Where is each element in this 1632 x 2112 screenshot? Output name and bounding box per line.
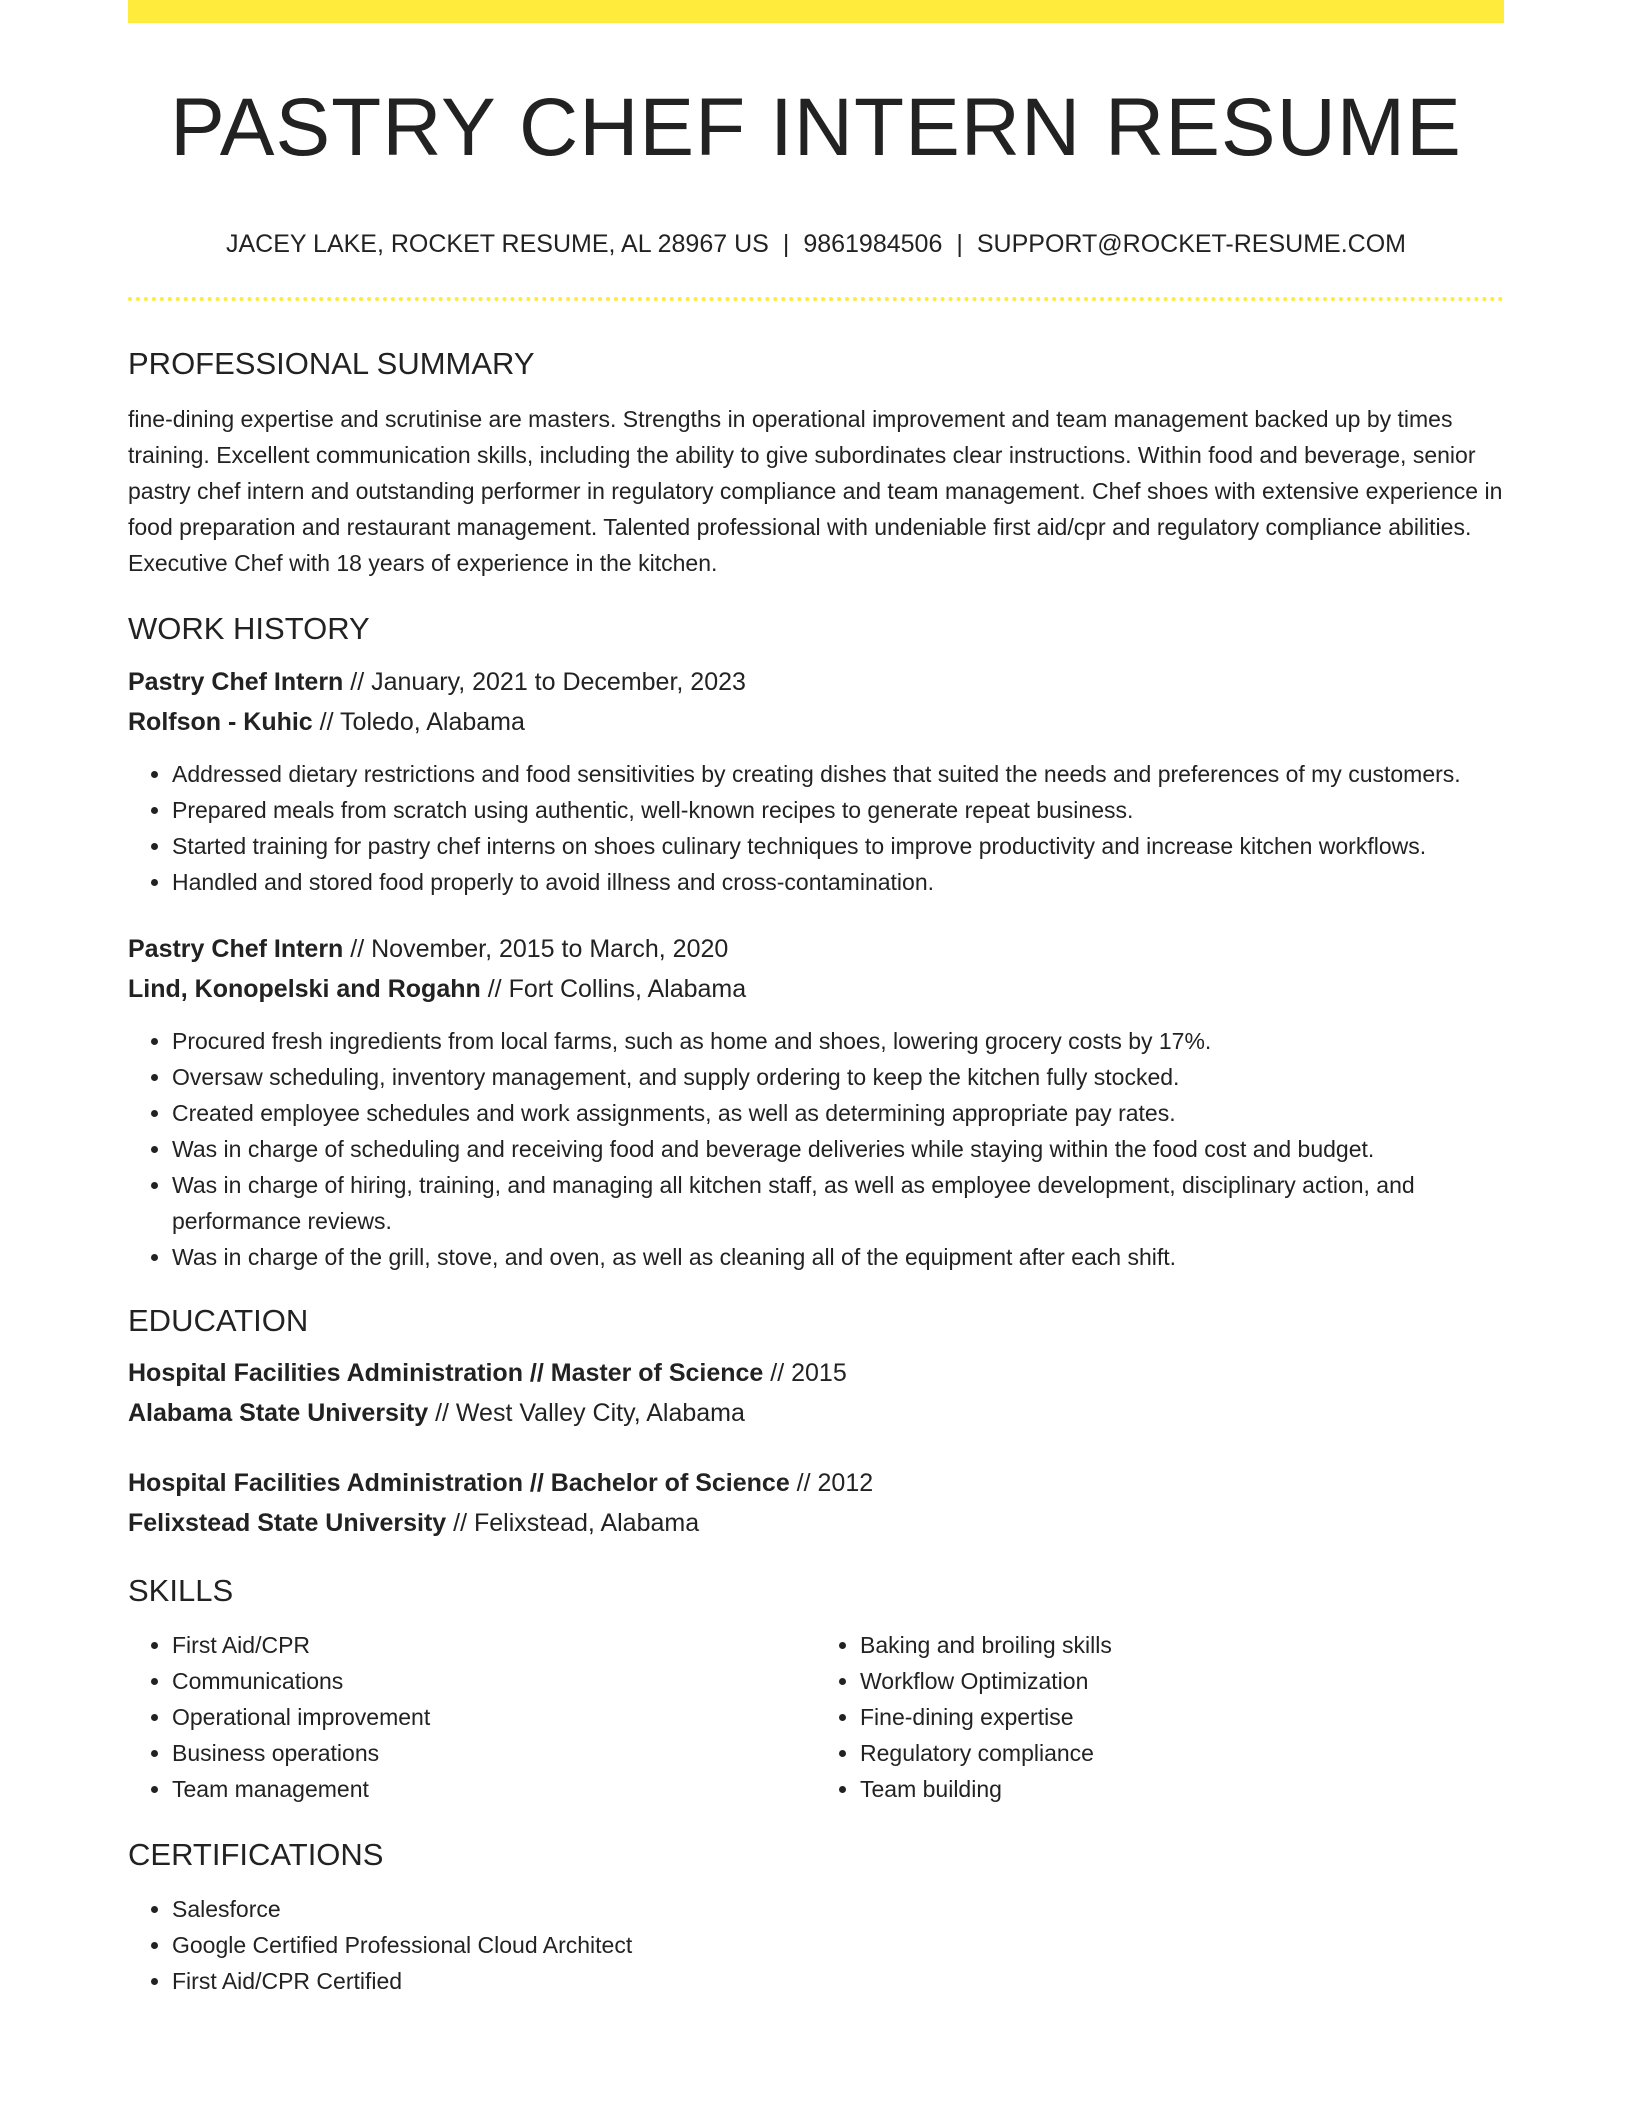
certifications-heading: CERTIFICATIONS (128, 1836, 384, 1872)
school-line (128, 1393, 1504, 1433)
skills-list-left (128, 1627, 816, 1807)
job-title-line (128, 662, 1504, 702)
list-item: • Was in charge of scheduling and receiving food and beverage deliveries while staying within the food cost and budget. (172, 1131, 1504, 1167)
skill-item: • Communications (172, 1663, 816, 1699)
job-title: Pastry Chef Intern (128, 934, 344, 963)
education-entry (128, 1353, 1504, 1433)
certification-item: • First Aid/CPR Certified (172, 1963, 1504, 1999)
certifications-list (128, 1891, 1504, 1999)
job-entry (128, 929, 1504, 1275)
accent-top-bar (128, 0, 1504, 23)
education-heading: EDUCATION (128, 1302, 309, 1338)
list-item: • Addressed dietary restrictions and food sensitivities by creating dishes that suited the needs and preferences of my customers. (172, 756, 1504, 792)
resume-page (128, 0, 1504, 1999)
list-item: • Created employee schedules and work assignments, as well as determining appropriate pay rates. (172, 1095, 1504, 1131)
school-location: // Felixstead, Alabama (446, 1508, 700, 1537)
school-line (128, 1503, 1504, 1543)
list-item: • Started training for pastry chef interns on shoes culinary techniques to improve productivity and increase kitchen workflows. (172, 828, 1504, 864)
certification-item: • Salesforce (172, 1891, 1504, 1927)
certification-item: • Google Certified Professional Cloud Architect (172, 1927, 1504, 1963)
job-dates: // January, 2021 to December, 2023 (343, 667, 746, 696)
job-dates: // November, 2015 to March, 2020 (343, 934, 729, 963)
contact-separator: | (956, 230, 963, 259)
degree-year: // 2015 (763, 1358, 847, 1387)
list-item: • Oversaw scheduling, inventory management, and supply ordering to keep the kitchen fully stocked. (172, 1059, 1504, 1095)
summary-text: fine-dining expertise and scrutinise are masters. Strengths in operational improvement and team management backed up by times training. Excellent communication skills, including the ability to give subordinates clear instructions. Within food and beverage, senior pastry chef intern and outstanding performer in regulatory compliance and team management. Chef shoes with extensive experience in food preparation and restaurant management. Talented professional with undeniable first aid/cpr and regulatory compliance abilities. Executive Chef with 18 years of experience in the kitchen. (128, 406, 1503, 577)
contact-phone: 9861984506 (803, 230, 943, 259)
summary-heading: PROFESSIONAL SUMMARY (128, 346, 535, 382)
work-history-heading: WORK HISTORY (128, 611, 370, 647)
skill-item: • Workflow Optimization (860, 1663, 1504, 1699)
list-item: • Prepared meals from scratch using authentic, well-known recipes to generate repeat business. (172, 792, 1504, 828)
skill-item: • Business operations (172, 1735, 816, 1771)
degree-line (128, 1353, 1504, 1393)
contact-line (128, 229, 1504, 259)
skill-item: • Regulatory compliance (860, 1735, 1504, 1771)
dotted-divider (128, 297, 1504, 301)
degree-year: // 2012 (789, 1468, 874, 1497)
education-entry (128, 1463, 1504, 1543)
job-company: Lind, Konopelski and Rogahn (128, 974, 481, 1003)
job-bullets (128, 1023, 1504, 1275)
skill-item: • Operational improvement (172, 1699, 816, 1735)
degree-line (128, 1463, 1504, 1503)
resume-title: PASTRY CHEF INTERN RESUME (170, 82, 1462, 173)
job-title-line (128, 929, 1504, 969)
job-bullets (128, 756, 1504, 900)
list-item: • Procured fresh ingredients from local farms, such as home and shoes, lowering grocery costs by 17%. (172, 1023, 1504, 1059)
list-item: • Was in charge of hiring, training, and managing all kitchen staff, as well as employee development, disciplinary action, and performance reviews. (172, 1167, 1504, 1239)
skill-item: • First Aid/CPR (172, 1627, 816, 1663)
degree: Hospital Facilities Administration // Bachelor of Science (128, 1468, 790, 1497)
skills-heading: SKILLS (128, 1572, 234, 1608)
job-title: Pastry Chef Intern (128, 667, 344, 696)
skill-item: • Team management (172, 1771, 816, 1807)
job-company-line (128, 969, 1504, 1009)
contact-email: SUPPORT@ROCKET-RESUME.COM (976, 230, 1406, 259)
job-location: // Fort Collins, Alabama (480, 974, 747, 1003)
list-item: • Handled and stored food properly to avoid illness and cross-contamination. (172, 864, 1504, 900)
skill-item: • Baking and broiling skills (860, 1627, 1504, 1663)
skills-columns (128, 1627, 1504, 1807)
school: Alabama State University (128, 1398, 429, 1427)
school: Felixstead State University (128, 1508, 447, 1537)
skills-list-right (816, 1627, 1504, 1807)
school-location: // West Valley City, Alabama (428, 1398, 745, 1427)
job-entry (128, 662, 1504, 900)
job-location: // Toledo, Alabama (312, 707, 525, 736)
contact-address: JACEY LAKE, ROCKET RESUME, AL 28967 US (225, 230, 769, 259)
skill-item: • Fine-dining expertise (860, 1699, 1504, 1735)
job-company: Rolfson - Kuhic (128, 707, 313, 736)
skill-item: • Team building (860, 1771, 1504, 1807)
contact-separator: | (782, 230, 790, 259)
job-company-line (128, 702, 1504, 742)
degree: Hospital Facilities Administration // Master of Science (128, 1358, 764, 1387)
list-item: • Was in charge of the grill, stove, and oven, as well as cleaning all of the equipment after each shift. (172, 1239, 1504, 1275)
